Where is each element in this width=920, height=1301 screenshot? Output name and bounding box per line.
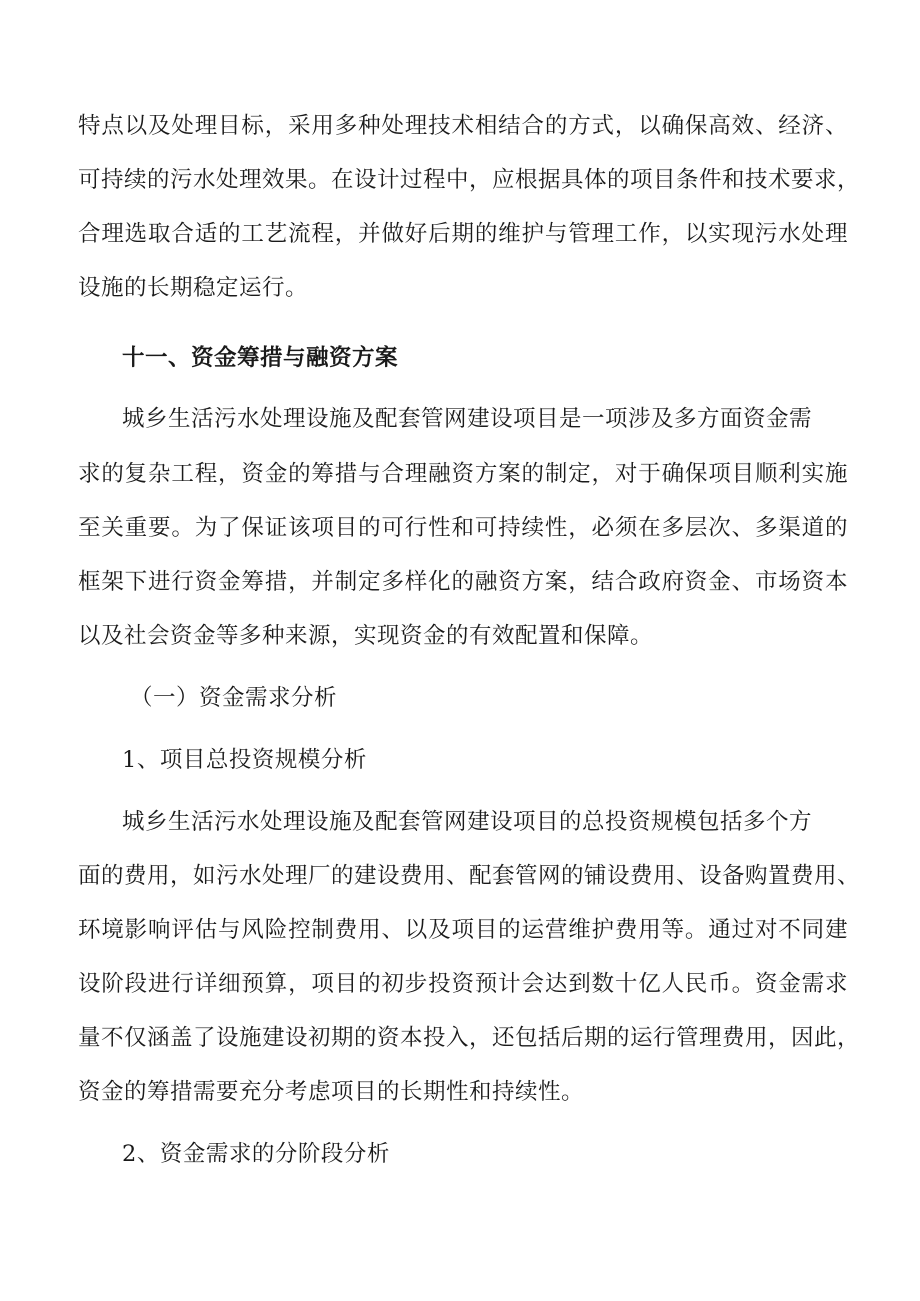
paragraph-line: 以及社会资金等多种来源，实现资金的有效配置和保障。	[78, 623, 654, 649]
paragraph-line: 城乡生活污水处理设施及配套管网建设项目的总投资规模包括多个方	[122, 809, 813, 835]
paragraph-line: 求的复杂工程，资金的筹措与合理融资方案的制定，对于确保项目顺利实施	[78, 461, 848, 487]
paragraph-line: 设施的长期稳定运行。	[78, 275, 309, 301]
item-heading: 1、项目总投资规模分析	[122, 747, 367, 773]
paragraph-line: 框架下进行资金筹措，并制定多样化的融资方案，结合政府资金、市场资本	[78, 569, 848, 595]
subsection-heading: （一）资金需求分析	[130, 685, 338, 711]
paragraph-line: 至关重要。为了保证该项目的可行性和可持续性，必须在多层次、多渠道的	[78, 515, 848, 541]
paragraph-line: 量不仅涵盖了设施建设初期的资本投入，还包括后期的运行管理费用，因此，	[78, 1025, 861, 1051]
paragraph-line: 设阶段进行详细预算，项目的初步投资预计会达到数十亿人民币。资金需求	[78, 971, 848, 997]
paragraph-line: 可持续的污水处理效果。在设计过程中，应根据具体的项目条件和技术要求，	[78, 167, 861, 193]
item-heading: 2、资金需求的分阶段分析	[122, 1141, 390, 1167]
paragraph-line: 面的费用，如污水处理厂的建设费用、配套管网的铺设费用、设备购置费用、	[78, 863, 861, 889]
paragraph-line: 城乡生活污水处理设施及配套管网建设项目是一项涉及多方面资金需	[122, 406, 813, 432]
paragraph-line: 环境影响评估与风险控制费用、以及项目的运营维护费用等。通过对不同建	[78, 917, 848, 943]
paragraph-line: 合理选取合适的工艺流程，并做好后期的维护与管理工作，以实现污水处理	[78, 221, 848, 247]
paragraph-line: 特点以及处理目标，采用多种处理技术相结合的方式，以确保高效、经济、	[78, 113, 848, 139]
section-heading: 十一、资金筹措与融资方案	[122, 345, 399, 371]
paragraph-line: 资金的筹措需要充分考虑项目的长期性和持续性。	[78, 1079, 585, 1105]
